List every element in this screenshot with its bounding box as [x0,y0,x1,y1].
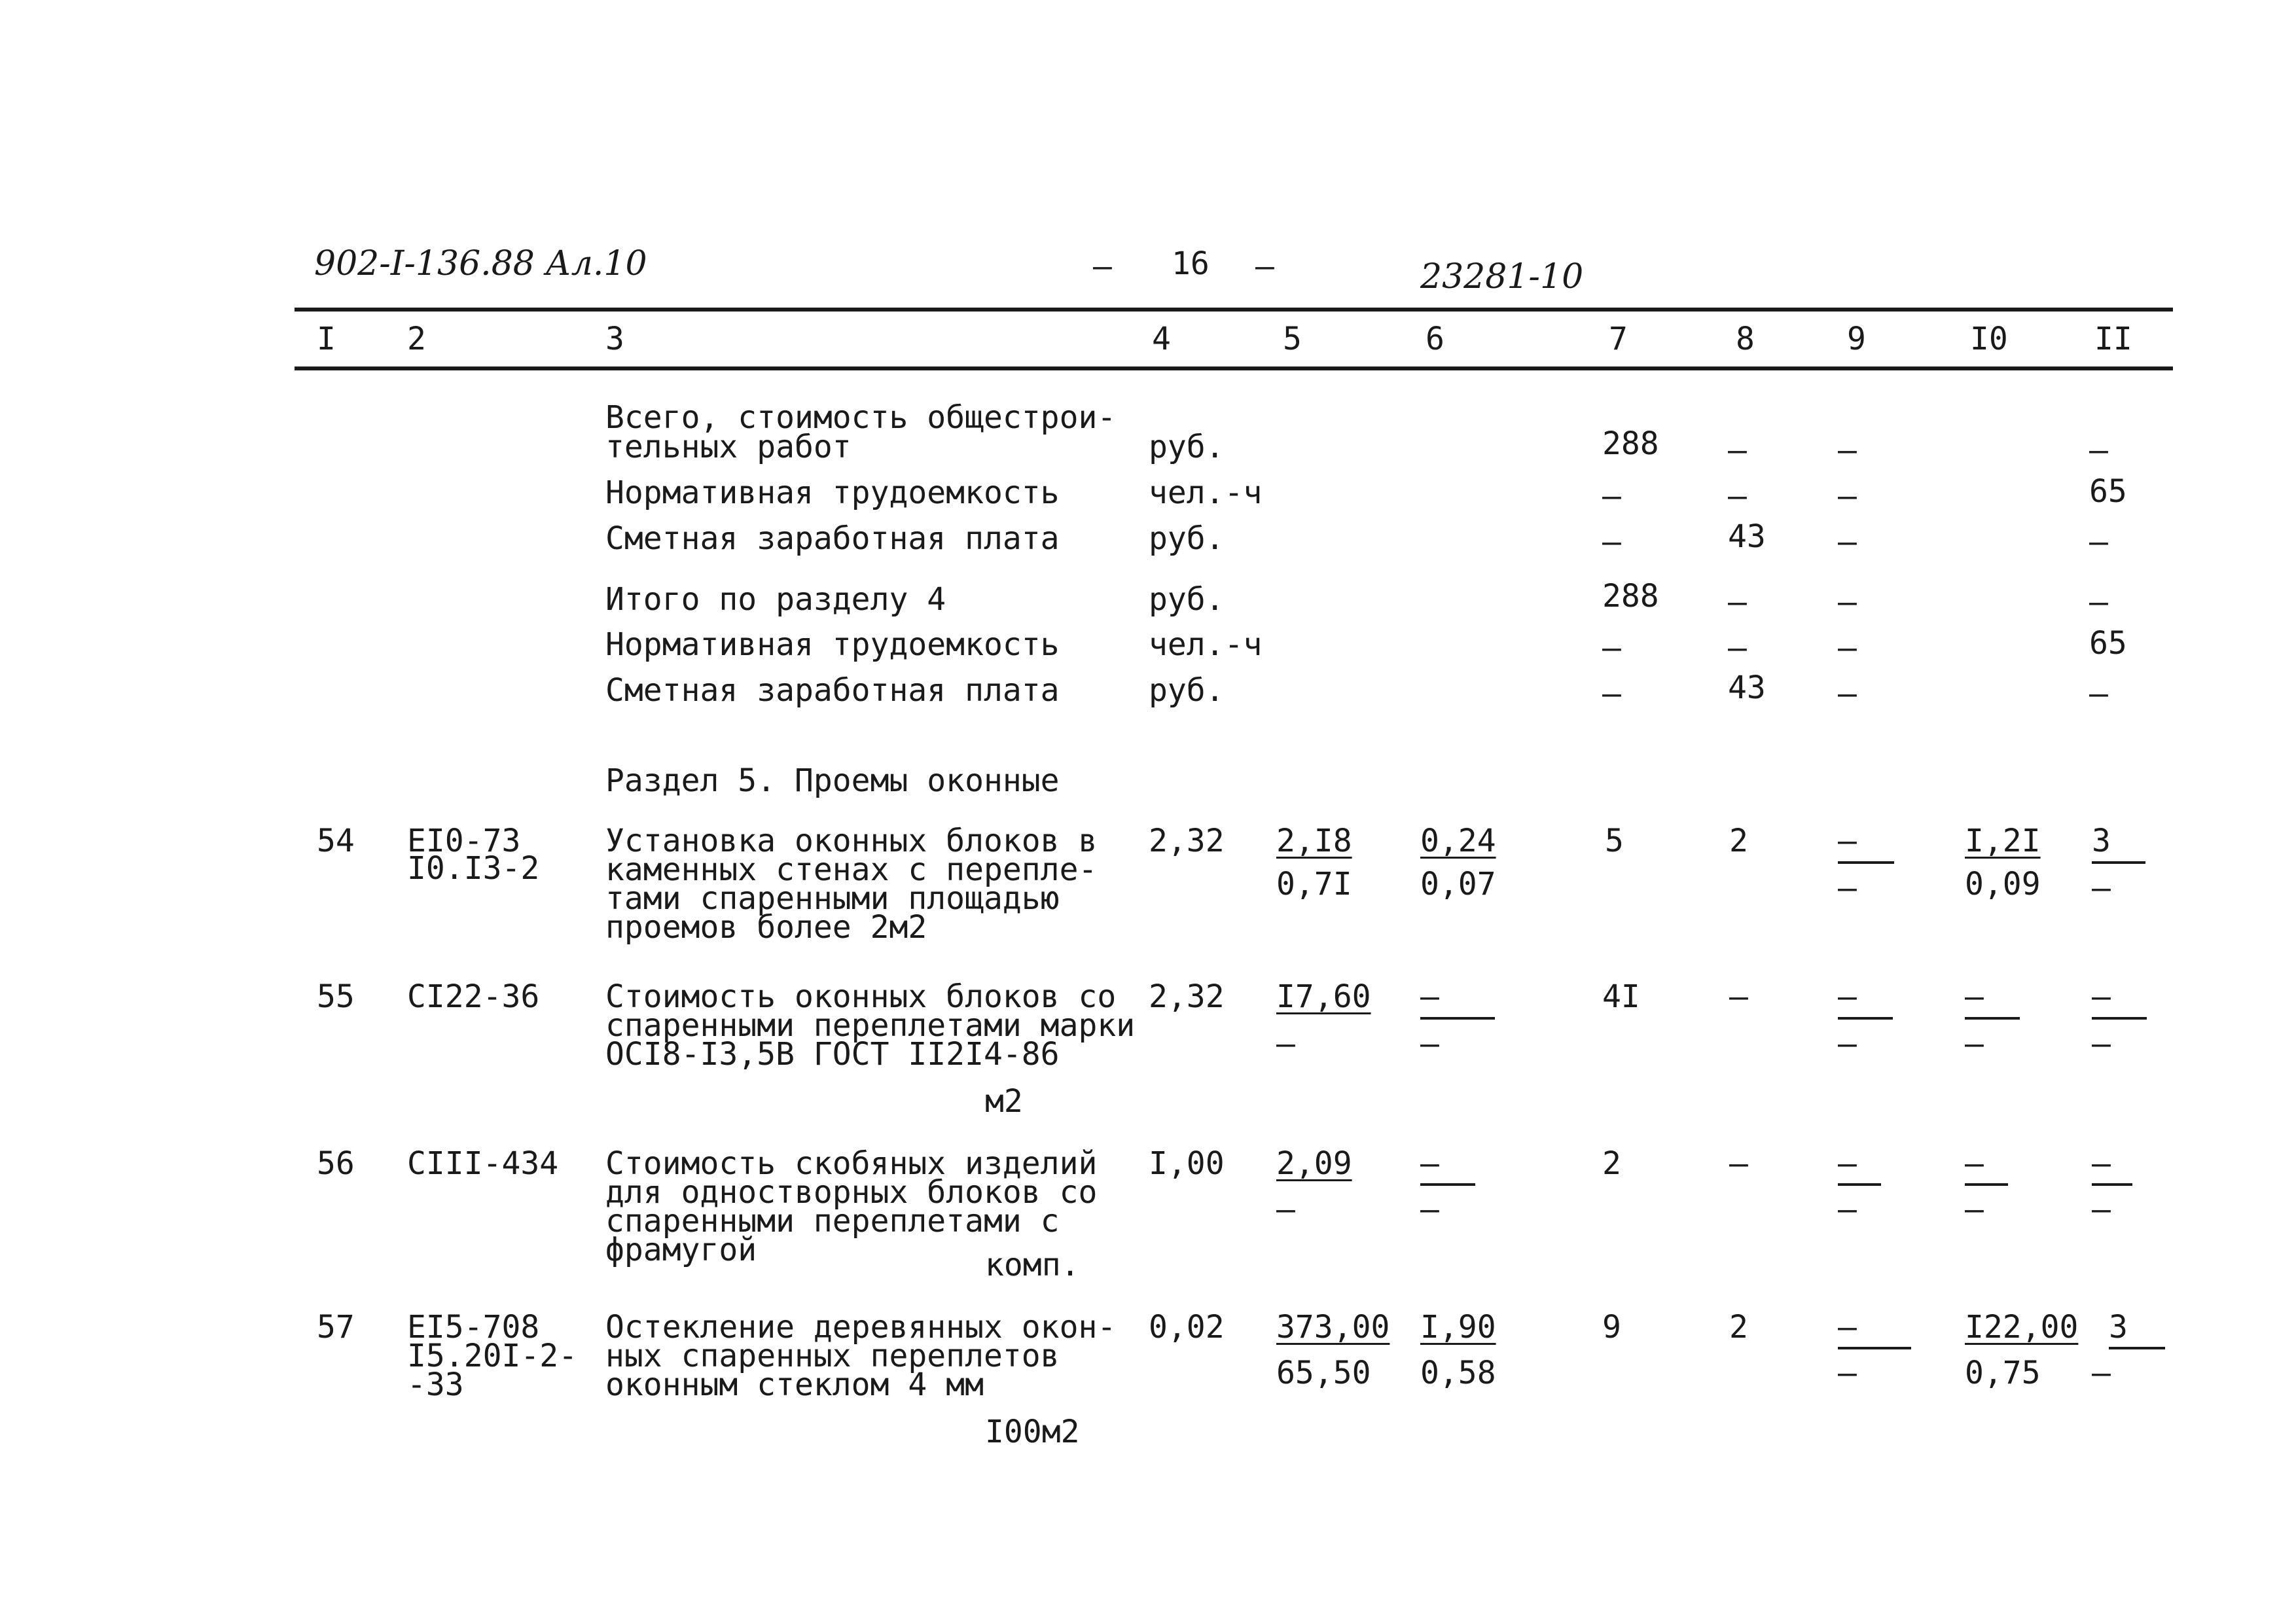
row-c6-bottom: 0,07 [1420,866,1496,902]
row-desc-line: ОСI8-I3,5В ГОСТ II2I4-86 [605,1036,1060,1073]
row-c8: – [1729,978,1748,1015]
row-number: 56 [317,1145,355,1182]
summary-section-title: Итого по разделу 4 [605,581,946,618]
summary-section-wage-unit: руб. [1149,672,1225,709]
row-desc-line: для одностворных блоков со [605,1174,1098,1211]
row-desc-line: Остекление деревянных окон- [605,1309,1117,1346]
summary-section-labor-unit: чел.-ч [1149,626,1263,663]
col-header-3: 3 [605,321,624,357]
row-code-line: -33 [407,1366,464,1403]
row-c11-bottom: – [2092,1191,2111,1228]
summary-total-labor-label: Нормативная трудоемкость [605,474,1060,511]
row-c9-underline [1838,1183,1881,1186]
col-header-2: 2 [407,321,426,357]
row-desc-line: спаренными переплетами с [605,1203,1060,1240]
summary-total-labor-c11: 65 [2089,473,2127,510]
row-code-line: CI22-36 [407,978,540,1015]
row-c10-top: I,2I [1965,823,2041,859]
row-c10-bottom: 0,75 [1965,1355,2041,1391]
summary-section-wage-c11: – [2089,675,2108,712]
summary-section-c8: – [1728,584,1747,620]
page-dash-left: – [1093,248,1112,285]
row-quantity: 2,32 [1149,823,1225,859]
row-c10-bottom: – [1965,1026,1984,1062]
col-header-7: 7 [1609,321,1628,357]
row-c11-top: 3 [2109,1309,2128,1346]
row-c6-top: 0,24 [1420,823,1496,859]
row-c9-top: – [1838,1309,1857,1346]
summary-total-labor-c8: – [1728,478,1747,514]
row-code-line: CIII-434 [407,1145,559,1182]
row-c10-top: I22,00 [1965,1309,2079,1346]
summary-total-unit: руб. [1149,429,1225,465]
row-c11-underline [2092,1183,2132,1186]
summary-total-wage-label: Сметная заработная плата [605,520,1060,557]
row-c9-bottom: – [1838,1026,1857,1062]
col-header-6: 6 [1426,321,1444,357]
summary-total-title-2: тельных работ [605,429,852,465]
row-c5-bottom: 0,7I [1276,866,1352,902]
row-c9-underline [1838,861,1894,864]
summary-total-labor-unit: чел.-ч [1149,474,1263,511]
row-desc-line: каменных стенах с перепле- [605,851,1098,888]
row-c7: 5 [1605,823,1624,859]
col-header-11: II [2094,321,2132,357]
row-c8: – [1729,1145,1748,1182]
summary-section-wage-c9: – [1838,675,1857,712]
row-c5-bottom: – [1276,1026,1295,1062]
row-c6-bottom: – [1420,1191,1439,1228]
row-c10-underline [1965,1017,2020,1020]
page-dash-right: – [1255,248,1274,285]
row-c5-top: 373,00 [1276,1309,1390,1346]
row-code-line: EI5-708 [407,1309,540,1346]
row-desc-line: Установка оконных блоков в [605,823,1098,859]
summary-total-labor-c7: – [1602,478,1621,514]
row-c7: 9 [1602,1309,1621,1346]
row-c10-underline [1965,1183,2008,1186]
summary-total-wage-c8: 43 [1728,518,1766,555]
summary-total-c9: – [1838,432,1857,469]
row-c5-top: I7,60 [1276,978,1371,1015]
row-number: 55 [317,978,355,1015]
row-c9-underline [1838,1017,1893,1020]
col-header-9: 9 [1847,321,1866,357]
row-c10-top: – [1965,978,1984,1015]
row-c6-top: I,90 [1420,1309,1496,1346]
row-c5-bottom: – [1276,1191,1295,1228]
row-c6-underline [1420,1183,1475,1186]
row-c6-bottom: – [1420,1026,1439,1062]
summary-section-labor-c11: 65 [2089,625,2127,662]
row-desc-line: тами спаренными площадью [605,880,1060,917]
row-c6-top: – [1420,978,1439,1015]
row-c11-underline [2092,1017,2147,1020]
summary-section-unit: руб. [1149,581,1225,618]
row-c10-top: – [1965,1145,1984,1182]
row-c5-top: 2,I8 [1276,823,1352,859]
row-code-line: I0.I3-2 [407,850,540,887]
row-c5-bottom: 65,50 [1276,1355,1371,1391]
row-c6-top: – [1420,1145,1439,1182]
row-desc-line: фрамугой [605,1232,757,1268]
summary-total-c7: 288 [1602,425,1659,462]
summary-section-labor-c8: – [1728,630,1747,666]
row-desc-line: оконным стеклом 4 мм [605,1366,984,1403]
row-c6-bottom: 0,58 [1420,1355,1496,1391]
row-c11-underline [2092,861,2145,864]
row-c10-bottom: 0,09 [1965,866,2041,902]
summary-section-c7: 288 [1602,578,1659,615]
summary-total-wage-c11: – [2089,524,2108,560]
row-c11-top: – [2092,978,2111,1015]
row-c9-top: – [1838,823,1857,859]
row-number: 57 [317,1309,355,1346]
row-c7: 4I [1602,978,1640,1015]
document-code: 902-I-136.88 Ал.10 [314,244,647,283]
row-c9-bottom: – [1838,1191,1857,1228]
row-unit-note: комп. [985,1247,1080,1283]
summary-section-wage-c7: – [1602,675,1621,712]
row-c10-bottom: – [1965,1191,1984,1228]
row-c11-underline [2109,1347,2165,1349]
row-c8: 2 [1729,823,1748,859]
summary-section-labor-label: Нормативная трудоемкость [605,626,1060,663]
row-c9-bottom: – [1838,870,1857,906]
row-c11-bottom: – [2092,1355,2111,1391]
summary-total-title-1: Всего, стоимость общестрои- [605,399,1117,436]
header-rule-top [295,308,2173,312]
row-c6-underline [1420,1017,1495,1020]
row-c11-top: 3 [2092,823,2111,859]
row-c11-bottom: – [2092,870,2111,906]
row-number: 54 [317,823,355,859]
row-c8: 2 [1729,1309,1748,1346]
summary-section-c9: – [1838,584,1857,620]
row-unit-note: м2 [985,1083,1023,1120]
summary-section-wage-label: Сметная заработная плата [605,672,1060,709]
summary-section-c11: – [2089,584,2108,620]
summary-total-c8: – [1728,432,1747,469]
col-header-5: 5 [1283,321,1302,357]
summary-total-labor-c9: – [1838,478,1857,514]
row-quantity: I,00 [1149,1145,1225,1182]
header-rule-bottom [295,366,2173,370]
row-c5-top: 2,09 [1276,1145,1352,1182]
row-c9-top: – [1838,978,1857,1015]
col-header-8: 8 [1736,321,1755,357]
row-c9-underline [1838,1347,1911,1349]
summary-total-wage-unit: руб. [1149,520,1225,557]
summary-total-wage-c9: – [1838,524,1857,560]
row-c9-top: – [1838,1145,1857,1182]
col-header-10: I0 [1970,321,2008,357]
row-code-line: I5.20I-2- [407,1338,578,1374]
summary-total-c11: – [2089,432,2108,469]
row-unit-note: I00м2 [985,1414,1080,1450]
row-code-line: EI0-73 [407,823,521,859]
row-desc-line: Стоимость скобяных изделий [605,1145,1098,1182]
row-c11-top: – [2092,1145,2111,1182]
col-header-1: I [317,321,336,357]
summary-section-labor-c7: – [1602,630,1621,666]
col-header-4: 4 [1152,321,1171,357]
archive-number: 23281-10 [1420,257,1584,296]
row-desc-line: спаренными переплетами марки [605,1007,1136,1044]
summary-section-wage-c8: 43 [1728,669,1766,706]
section-title: Раздел 5. Проемы оконные [605,762,1060,799]
row-quantity: 0,02 [1149,1309,1225,1346]
row-quantity: 2,32 [1149,978,1225,1015]
summary-total-wage-c7: – [1602,524,1621,560]
row-c11-bottom: – [2092,1026,2111,1062]
row-desc-line: ных спаренных переплетов [605,1338,1060,1374]
row-desc-line: проемов более 2м2 [605,909,927,946]
summary-section-labor-c9: – [1838,630,1857,666]
page-number: 16 [1172,245,1210,282]
row-desc-line: Стоимость оконных блоков со [605,978,1117,1015]
row-c9-bottom: – [1838,1355,1857,1391]
row-c7: 2 [1602,1145,1621,1182]
